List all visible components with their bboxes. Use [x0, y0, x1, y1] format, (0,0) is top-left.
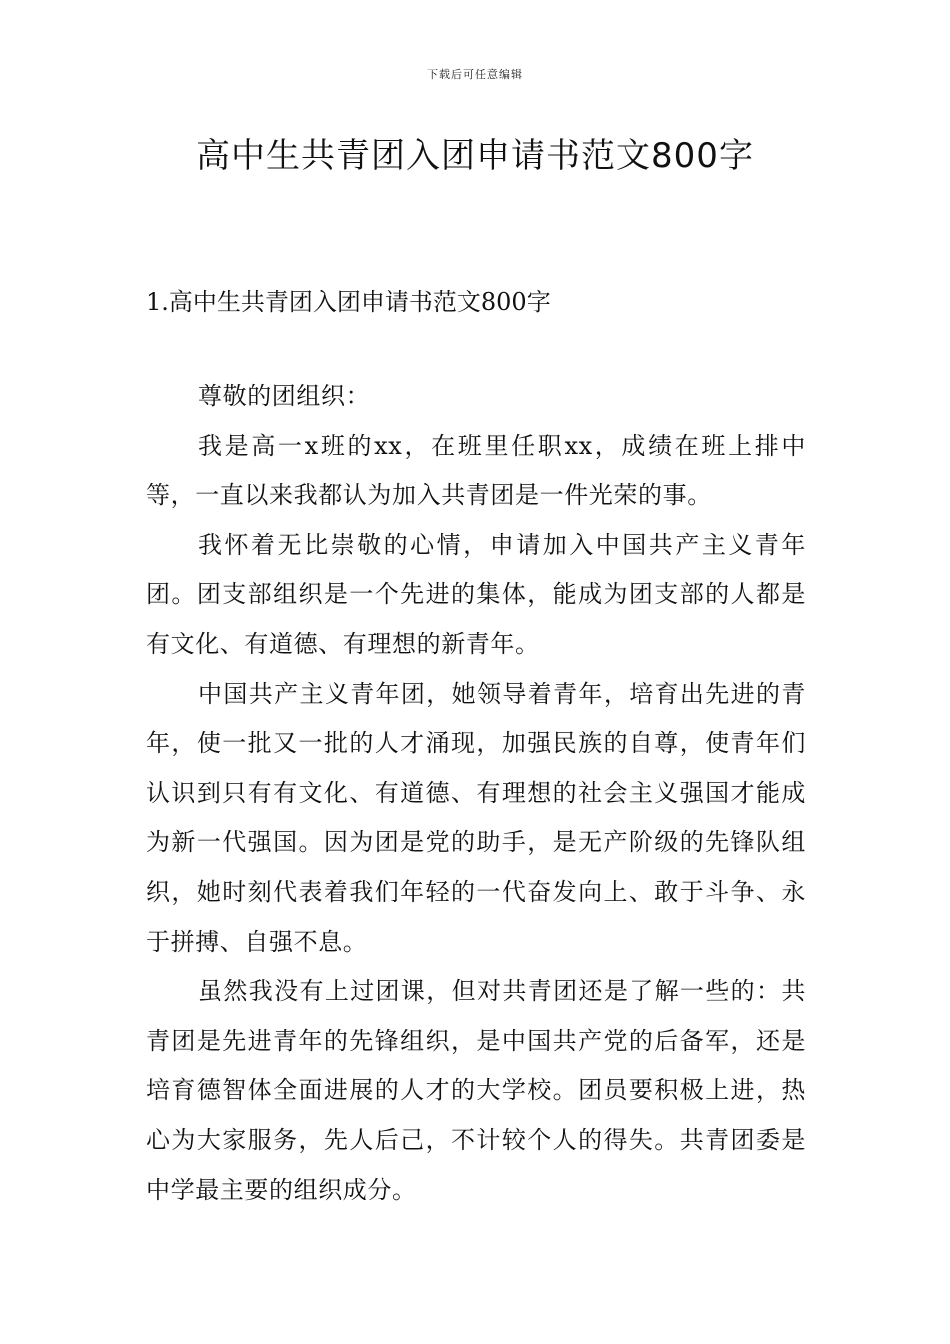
header-note: 下载后可任意编辑 [427, 68, 523, 81]
paragraph-introduction: 我是高一x班的xx，在班里任职xx，成绩在班上排中等，一直以来我都认为加入共青团是一件光荣的事。 [146, 431, 806, 510]
paragraph-league-role: 中国共产主义青年团，她领导着青年，培育出先进的青年，使一批又一批的人才涌现，加强民族的自尊，使青年们认识到只有有文化、有道德、有理想的社会主义强国才能成为新一代强国。因为团是党的助手，是无产阶级的先锋队组织，她时刻代表着我们年轻的一代奋发向上、敢于斗争、永于拼搏、自强不息。 [146, 679, 806, 956]
paragraph-understanding: 虽然我没有上过团课，但对共青团还是了解一些的：共青团是先进青年的先锋组织，是中国共产党的后备军，还是培育德智体全面进展的人才的大学校。团员要积极上进，热心为大家服务，先人后己，不计较个人的得失。共青团委是中学最主要的组织成分。 [146, 977, 806, 1204]
document-title: 高中生共青团入团申请书范文800字 [196, 136, 754, 176]
salutation: 尊敬的团组织： [198, 382, 371, 410]
body-text [146, 372, 806, 1215]
paragraph-application: 我怀着无比崇敬的心情，申请加入中国共产主义青年团。团支部组织是一个先进的集体，能成为团支部的人都是有文化、有道德、有理想的新青年。 [146, 530, 806, 658]
section-heading: 1.高中生共青团入团申请书范文800字 [146, 288, 551, 316]
